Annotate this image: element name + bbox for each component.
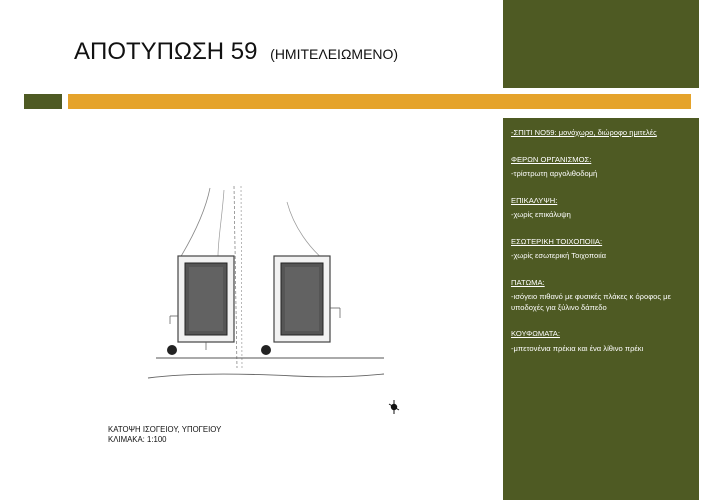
info-panel: [503, 118, 699, 500]
caption-line-1: ΚΑΤΟΨΗ ΙΣΟΓΕΙΟΥ, ΥΠΟΓΕΙΟΥ: [108, 425, 222, 434]
panel-intro: -ΣΠΙΤΙ ΝΟ59: μονόχωρο, διώροφο ημιτελές: [511, 128, 657, 137]
north-arrow-icon: [388, 400, 400, 414]
section-heading: ΠΑΤΩΜΑ:: [511, 277, 545, 287]
section-text: -χωρίς εσωτερική Τοιχοποιία: [511, 251, 607, 260]
section-text: -τρίστρωτη αργολιθοδομή: [511, 169, 598, 178]
section-text: -ισόγειο πιθανό με φυσικές πλάκες κ όροφος με υποδοχές για ξύλινο δάπεδο: [511, 292, 671, 312]
section-heading: ΕΠΙΚΑΛΥΨΗ:: [511, 195, 558, 205]
orange-divider-bar: [68, 94, 691, 109]
section-heading: ΕΣΩΤΕΡΙΚΗ ΤΟΙΧΟΠΟΙΙΑ:: [511, 236, 603, 246]
drawing-caption: [108, 425, 221, 445]
caption-line-2: ΚΛΙΜΑΚΑ: 1:100: [108, 435, 167, 444]
title-main: ΑΠΟΤΥΠΩΣΗ 59: [74, 38, 258, 65]
top-olive-block: [503, 0, 699, 88]
left-olive-square: [24, 94, 62, 109]
floor-plan-drawing: [134, 178, 410, 426]
section-heading: ΦΕΡΩΝ ΟΡΓΑΝΙΣΜΟΣ:: [511, 154, 592, 164]
page-title: [74, 38, 398, 66]
title-sub: (ΗΜΙΤΕΛΕΙΩΜΕΝΟ): [270, 46, 399, 62]
section-heading: ΚΟΥΦΩΜΑΤΑ:: [511, 329, 560, 338]
section-text: -χωρίς επικάλυψη: [511, 210, 571, 219]
section-text: -μπετονένια πρέκια και ένα λίθινο πρέκι: [511, 343, 644, 353]
